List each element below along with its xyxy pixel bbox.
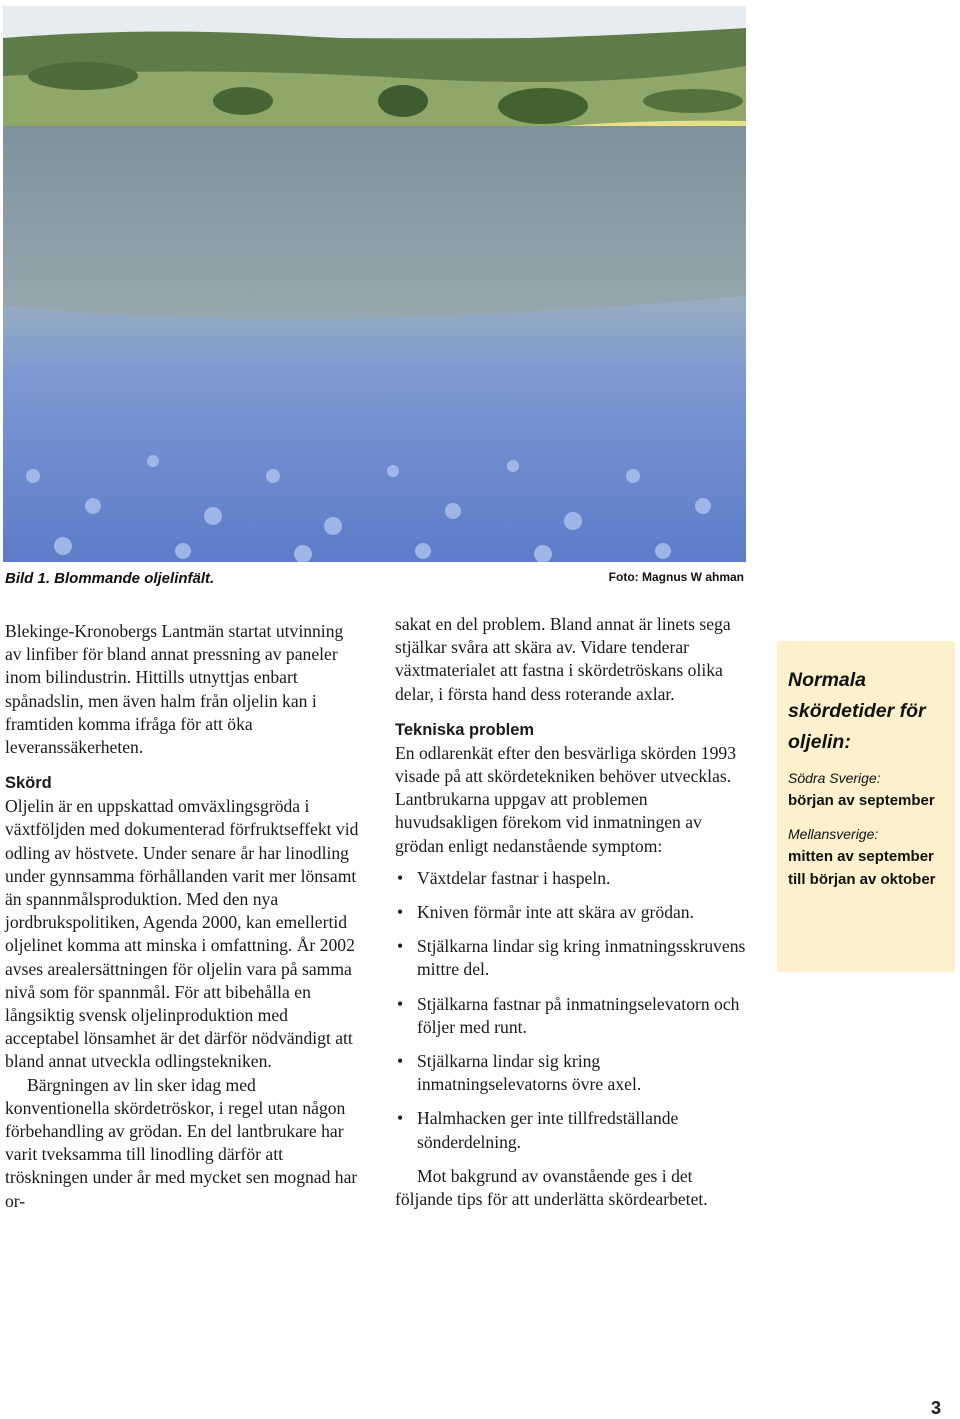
bullet-icon: • — [397, 1051, 404, 1072]
harvest-time-middle: mitten av september till början av oktober — [788, 848, 936, 888]
section-heading-tekniska-problem: Tekniska problem — [395, 720, 535, 739]
photo-credit: Foto: Magnus W ahman — [608, 570, 744, 584]
intro-paragraph: Blekinge-Kronobergs Lantmän startat utvinning av linfiber för bland annat pressning av paneler inom bilindustrin. Hittills utnyttjas enbart spånadslin, men även halm från oljelin kan i framtiden komma ifråga för att öka leveranssäkerheten. — [5, 621, 344, 758]
list-item: • Stjälkarna lindar sig kring inmatningsskruvens mittre del. — [397, 936, 746, 980]
list-item: • Kniven förmår inte att skära av grödan. — [395, 901, 753, 924]
list-item: • Halmhacken ger inte tillfredställande sönderdelning. — [397, 1108, 679, 1152]
body-paragraph-2: Bärgningen av lin sker idag med konventionella skördetröskor, i regel utan någon förbehandling av grödan. En del lantbrukare har varit tveksamma till linodling därför att tröskningen under år med mycket sen mognad har or- — [5, 1074, 358, 1211]
flax-field-photo — [3, 6, 746, 562]
symptom-list — [395, 867, 753, 1154]
list-item: • Stjälkarna lindar sig kring inmatningselevatorns övre axel. — [397, 1051, 642, 1095]
text-column-2 — [395, 613, 753, 1211]
region-label-south: Södra Sverige: — [788, 770, 881, 786]
box-title: Normala skördetider för oljelin: — [788, 669, 926, 753]
harvest-times-box — [777, 641, 955, 972]
closing-paragraph: Mot bakgrund av ovanstående ges i det följande tips för att underlätta skördearbetet. — [395, 1165, 708, 1210]
harvest-time-south: början av september — [788, 792, 935, 809]
body-paragraph: En odlarenkät efter den besvärliga skörden 1993 visade på att skördetekniken behöver utvecklas. Lantbrukarna uppgav att problemen huvudsakligen förekom vid inmatningen av grödan enligt nedanstående symptom: — [395, 742, 736, 856]
page-number: 3 — [931, 1398, 942, 1418]
list-item: • Växtdelar fastnar i haspeln. — [395, 867, 753, 890]
section-heading-skord: Skörd — [5, 774, 52, 793]
continued-paragraph: sakat en del problem. Bland annat är linets sega stjälkar svåra att skära av. Vidare tenderar växtmaterialet att fastna i skördetröskans olika delar, i första hand dess roterande axlar. — [395, 614, 731, 704]
bullet-icon: • — [397, 936, 404, 957]
list-item: • Stjälkarna fastnar på inmatningselevatorn och följer med runt. — [397, 993, 740, 1037]
body-paragraph: Oljelin är en uppskattad omväxlingsgröda i växtföljden med dokumenterad förfruktseffekt vid odling av höstvete. Under senare år har linodling under gynnsamma förhållanden varit mer lönsamt än spannmålsproduktion. Med den nya jordbrukspolitiken, Agenda 2000, kan emellertid oljelinet komma att minska i omfattning. År 2002 avses arealersättningen för oljelin vara på samma nivå som för spannmål. För att bibehålla en långsiktig svensk oljelinproduktion med acceptabel lönsamhet är det därför nödvändigt att bland annat utveckla odlingstekniken. — [5, 796, 359, 1072]
bullet-icon: • — [397, 867, 404, 888]
region-label-middle: Mellansverige: — [788, 826, 879, 842]
bullet-icon: • — [397, 1108, 404, 1129]
figure-caption: Bild 1. Blommande oljelinfält. — [5, 570, 215, 587]
bullet-icon: • — [397, 993, 404, 1014]
bullet-icon: • — [397, 902, 404, 923]
text-column-1 — [5, 620, 363, 1213]
